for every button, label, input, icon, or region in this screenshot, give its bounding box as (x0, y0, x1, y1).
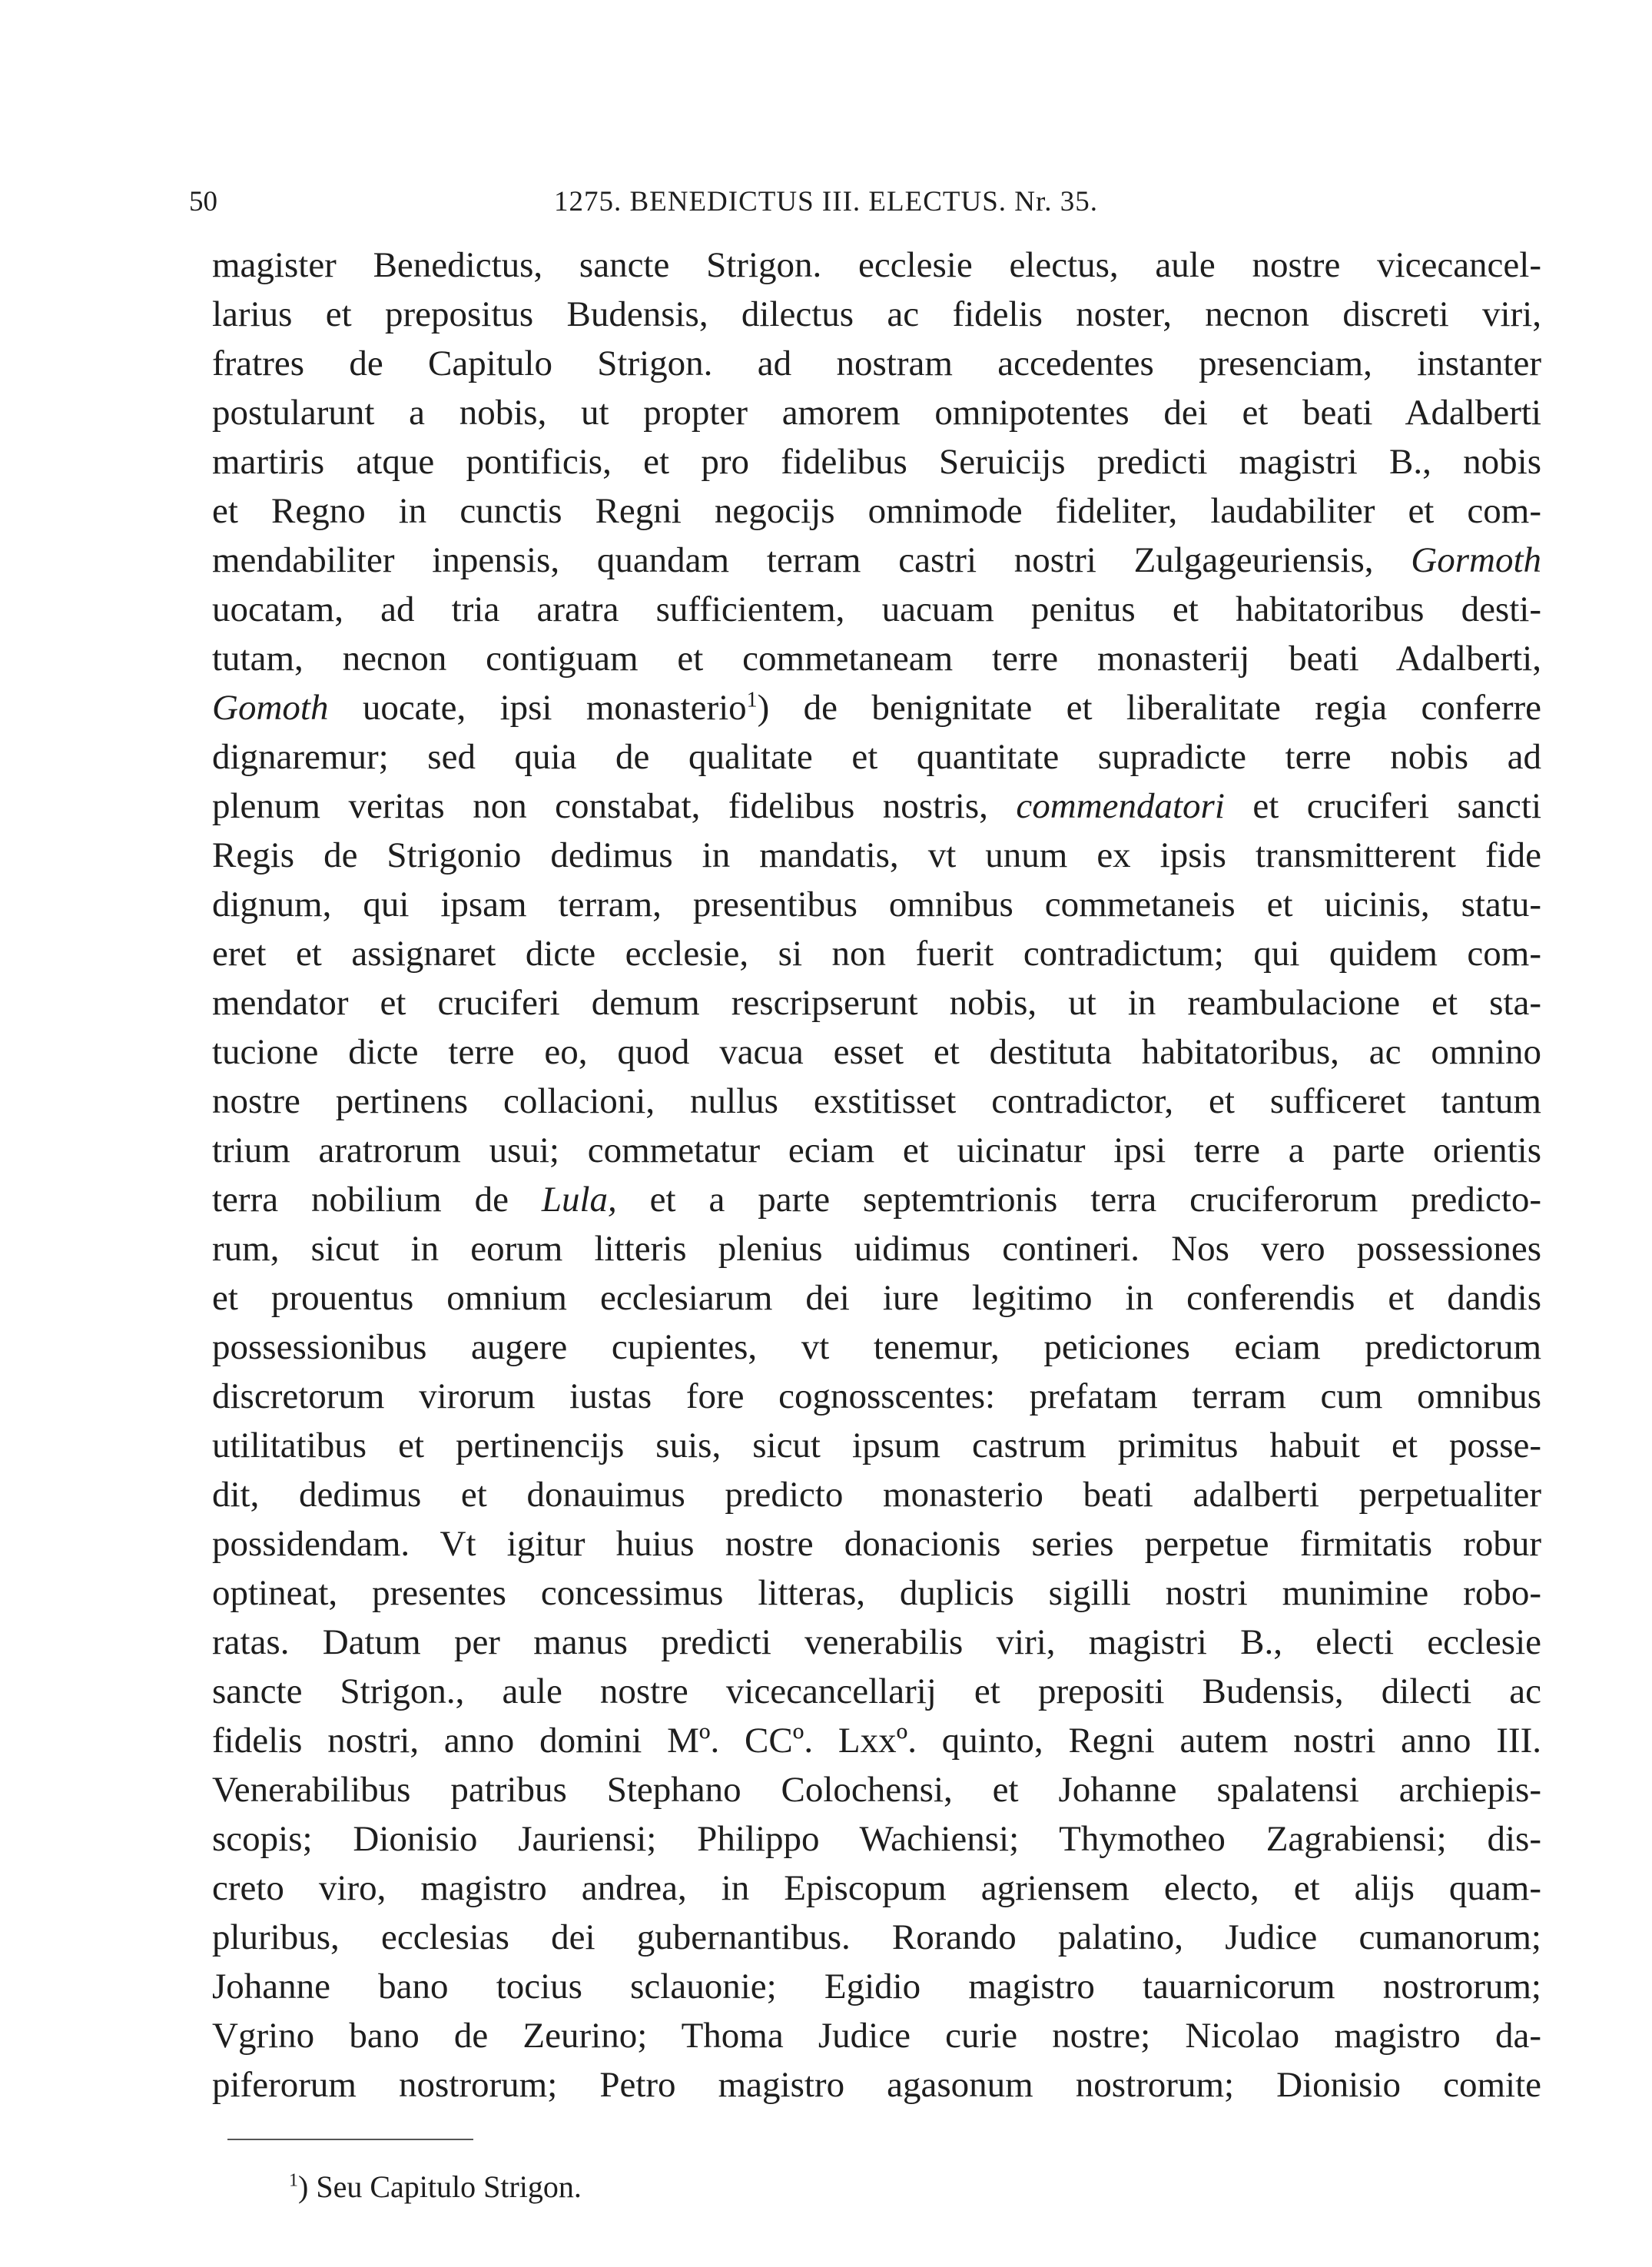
text-line (212, 683, 1541, 732)
text-line: discretorum virorum iustas fore cognosscentes: prefatam terram cum omnibus (212, 1376, 1541, 1416)
place-name-italic: Gormoth (1411, 540, 1541, 580)
text-line: pluribus, ecclesias dei gubernantibus. Rorando palatino, Judice cumanorum; (212, 1917, 1541, 1957)
text-line: larius et prepositus Budensis, dilectus ac fidelis noster, necnon discreti viri, (212, 294, 1541, 334)
text-line: optineat, presentes concessimus litteras, duplicis sigilli nostri munimine robo- (212, 1573, 1541, 1613)
text-line (212, 536, 1541, 585)
text-line: et prouentus omnium ecclesiarum dei iure legitimo in conferendis et dandis (212, 1278, 1541, 1318)
text-line: creto viro, magistro andrea, in Episcopum agriensem electo, et alijs quam- (212, 1868, 1541, 1908)
word-italic: commendatori (1016, 786, 1225, 826)
text-line: dignum, qui ipsam terram, presentibus omnibus commetaneis et uicinis, statu- (212, 885, 1541, 924)
text-line: et Regno in cunctis Regni negocijs omnimode fideliter, laudabiliter et com- (212, 491, 1541, 531)
text-line: ratas. Datum per manus predicti venerabilis viri, magistri B., electi ecclesie (212, 1622, 1541, 1662)
text-line: eret et assignaret dicte ecclesie, si non fuerit contradictum; qui quidem com- (212, 934, 1541, 974)
footnote-marker: 1 (289, 2170, 298, 2191)
text-line: dit, dedimus et donauimus predicto monasterio beati adalberti perpetualiter (212, 1475, 1541, 1515)
text-line: tucione dicte terre eo, quod vacua esset et destituta habitatoribus, ac omnino (212, 1032, 1541, 1072)
text-line: scopis; Dionisio Jauriensi; Philippo Wachiensi; Thymotheo Zagrabiensi; dis- (212, 1819, 1541, 1859)
text-line: possidendam. Vt igitur huius nostre donacionis series perpetue firmitatis robur (212, 1524, 1541, 1564)
place-name-italic: Lula, (541, 1180, 617, 1220)
footnote-marker: 1 (746, 688, 758, 712)
text-line: Vgrino bano de Zeurino; Thoma Judice curie nostre; Nicolao magistro da- (212, 2016, 1541, 2056)
running-head: 1275. BENEDICTUS III. ELECTUS. Nr. 35. (553, 186, 1099, 217)
text-line: martiris atque pontificis, et pro fidelibus Seruicijs predicti magistri B., nobis (212, 442, 1541, 482)
text-segment: mendabiliter inpensis, quandam terram castri nostri Zulgageuriensis, (212, 540, 1374, 580)
text-line: nostre pertinens collacioni, nullus exstitisset contradictor, et sufficeret tantum (212, 1081, 1541, 1121)
text-line: Johanne bano tocius sclauonie; Egidio magistro tauarnicorum nostrorum; (212, 1967, 1541, 2006)
text-line (212, 782, 1541, 831)
text-segment: ) de benignitate et liberalitate regia conferre (757, 688, 1541, 728)
text-line: tutam, necnon contiguam et commetaneam terre monasterij beati Adalberti, (212, 639, 1541, 679)
page-number: 50 (189, 186, 217, 217)
text-line: dignaremur; sed quia de qualitate et quantitate supradicte terre nobis ad (212, 737, 1541, 777)
text-segment: terra nobilium de (212, 1180, 509, 1220)
footnote-text: ) Seu Capitulo Strigon. (298, 2169, 582, 2204)
text-line: fratres de Capitulo Strigon. ad nostram accedentes presenciam, instanter (212, 344, 1541, 383)
text-segment: plenum veritas non constabat, fidelibus nostris, (212, 786, 988, 826)
place-name-italic: Gomoth (212, 688, 329, 728)
text-line: postularunt a nobis, ut propter amorem omnipotentes dei et beati Adalberti (212, 393, 1541, 433)
text-line: sancte Strigon., aule nostre vicecancellarij et prepositi Budensis, dilecti ac (212, 1671, 1541, 1711)
text-line: possessionibus augere cupientes, vt tenemur, peticiones eciam predictorum (212, 1327, 1541, 1367)
footnote (289, 2166, 582, 2209)
charter-text (212, 241, 1541, 2109)
text-segment: uocate, ipsi monasterio (362, 688, 747, 728)
text-line: magister Benedictus, sancte Strigon. ecclesie electus, aule nostre vicecancel- (212, 245, 1541, 285)
text-line: piferorum nostrorum; Petro magistro agasonum nostrorum; Dionisio comite (212, 2065, 1541, 2105)
text-line: fidelis nostri, anno domini Mº. CCº. Lxxº. quinto, Regni autem nostri anno III. (212, 1721, 1541, 1761)
text-segment: et a parte septemtrionis terra cruciferorum predicto- (616, 1180, 1541, 1220)
text-line: trium aratrorum usui; commetatur eciam et uicinatur ipsi terre a parte orientis (212, 1130, 1541, 1170)
footnote-divider (227, 2139, 473, 2140)
text-segment: et cruciferi sancti (1224, 786, 1541, 826)
text-line: Regis de Strigonio dedimus in mandatis, vt unum ex ipsis transmitterent fide (212, 835, 1541, 875)
text-line: utilitatibus et pertinencijs suis, sicut ipsum castrum primitus habuit et posse- (212, 1426, 1541, 1465)
text-line: rum, sicut in eorum litteris plenius uidimus contineri. Nos vero possessiones (212, 1229, 1541, 1269)
text-line (212, 1175, 1541, 1224)
text-line: uocatam, ad tria aratra sufficientem, uacuam penitus et habitatoribus desti- (212, 589, 1541, 629)
text-line: Venerabilibus patribus Stephano Colochensi, et Johanne spalatensi archiepis- (212, 1770, 1541, 1810)
text-line: mendator et cruciferi demum rescripserunt nobis, ut in reambulacione et sta- (212, 983, 1541, 1023)
